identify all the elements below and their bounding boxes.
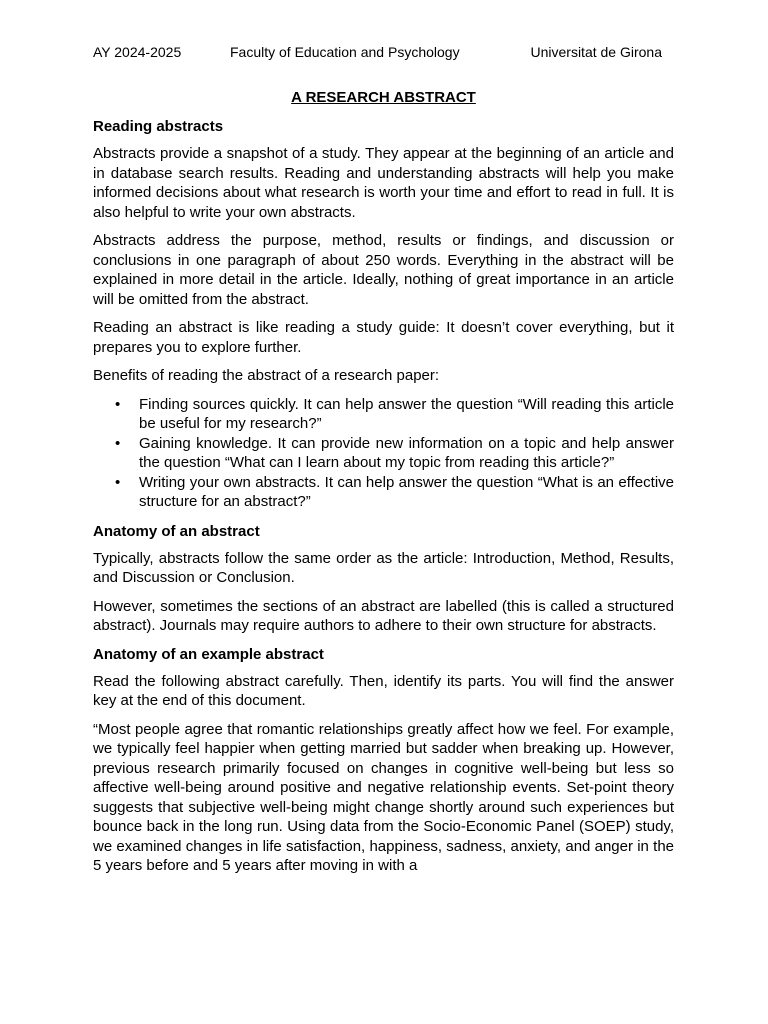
paragraph: Abstracts provide a snapshot of a study. They appear at the beginning of an article and in database search results. Reading and understanding abstracts will help you make informed decisions about what research is worth your time and effort to read in full. It is also helpful to write your own abstracts.: [93, 145, 674, 221]
list-item-text: Finding sources quickly. It can help answer the question “Will reading this article be useful for my research?”: [139, 395, 674, 432]
page-header: [93, 42, 674, 62]
heading-anatomy-of-abstract: Anatomy of an abstract: [93, 522, 260, 540]
header-university: Universitat de Girona: [530, 44, 662, 60]
bullet-icon: •: [115, 434, 121, 452]
example-abstract-quote: “Most people agree that romantic relationships greatly affect how we feel. For example, we typically feel happier when getting married but sadder when breaking up. However, previous research primarily focused on changes in cognitive well-being but less so affective well-being around positive and negative relationship events. Set-point theory suggests that subjective well-being might change shortly around such experiences but bounce back in the long run. Using data from the Socio-Economic Panel (SOEP) study, we examined changes in life satisfaction, happiness, sadness, anxiety, and anger in the 5 years before and 5 years after moving in with a: [93, 720, 674, 874]
heading-reading-abstracts: Reading abstracts: [93, 118, 224, 135]
document-title: A RESEARCH ABSTRACT: [291, 89, 476, 106]
list-item-text: Writing your own abstracts. It can help answer the question “What is an effective structure for an abstract?”: [139, 473, 674, 510]
list-item-text: Gaining knowledge. It can provide new information on a topic and help answer the question “What can I learn about my topic from reading this article?”: [139, 434, 674, 471]
benefits-list: [93, 395, 674, 512]
paragraph: Typically, abstracts follow the same order as the article: Introduction, Method, Results, and Discussion or Conclusion.: [93, 549, 674, 586]
bullet-icon: •: [115, 395, 121, 413]
list-item: [93, 434, 674, 473]
header-faculty: Faculty of Education and Psychology: [230, 44, 460, 60]
paragraph: Abstracts address the purpose, method, results or findings, and discussion or conclusions in one paragraph of about 250 words. Everything in the abstract will be explained in more detail in the article. Ideally, nothing of great importance in an article will be omitted from the abstract.: [93, 232, 674, 308]
document-page: [93, 42, 674, 885]
list-item: [93, 473, 674, 512]
header-academic-year: AY 2024-2025: [93, 44, 182, 60]
list-item: [93, 395, 674, 434]
paragraph: Benefits of reading the abstract of a research paper:: [93, 367, 440, 384]
paragraph: However, sometimes the sections of an abstract are labelled (this is called a structured abstract). Journals may require authors to adhere to their own structure for abstracts.: [93, 597, 674, 634]
heading-anatomy-of-example-abstract: Anatomy of an example abstract: [93, 645, 324, 663]
bullet-icon: •: [115, 473, 121, 491]
paragraph: Read the following abstract carefully. Then, identify its parts. You will find the answer key at the end of this document.: [93, 672, 674, 709]
paragraph: Reading an abstract is like reading a study guide: It doesn’t cover everything, but it prepares you to explore further.: [93, 319, 674, 356]
